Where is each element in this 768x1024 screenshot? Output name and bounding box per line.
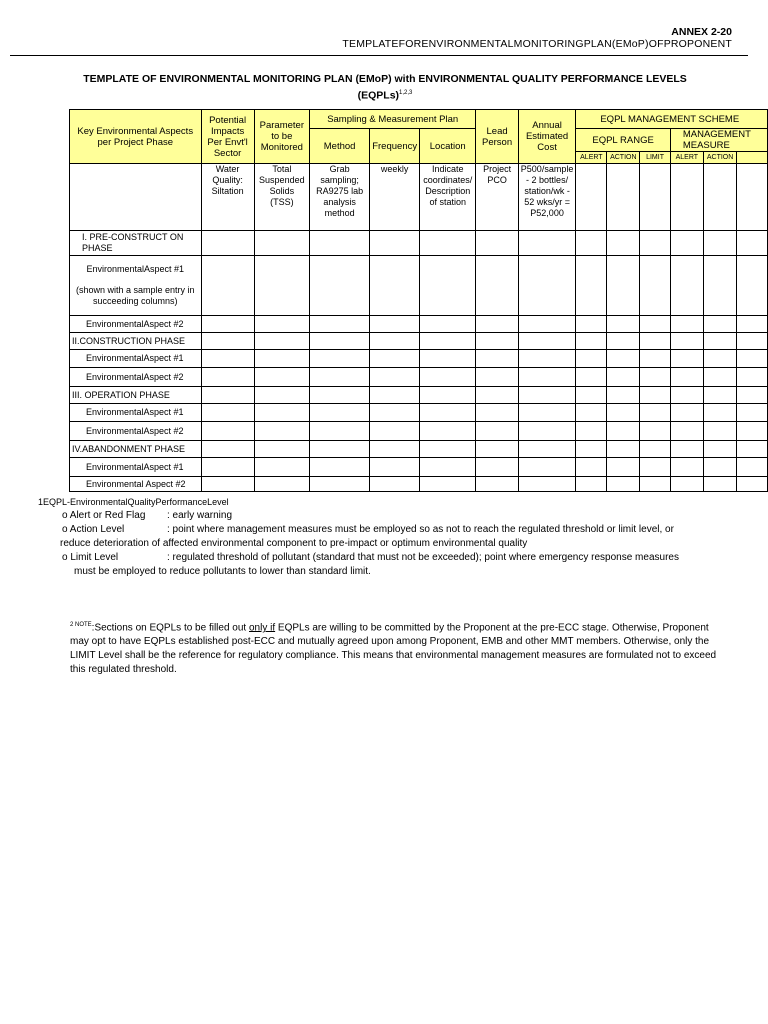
note-action-cont: reduce deterioration of affected environmental component to pre-impact or optimum environmental quality [60, 538, 528, 549]
header-parameter: Parameter to be Monitored [254, 110, 309, 164]
aspect-label: Environmental Aspect #2 [70, 477, 202, 492]
aspect-label: EnvironmentalAspect #1 [70, 458, 202, 477]
aspect-label: EnvironmentalAspect #2 [70, 422, 202, 441]
sample-lead: Project PCO [476, 164, 518, 231]
sample-impact: Water Quality: Siltation [201, 164, 254, 231]
document-subtitle: TEMPLATEFORENVIRONMENTALMONITORINGPLAN(EMoP)OFPROPONENT [342, 38, 732, 50]
table-row-sample [70, 164, 768, 231]
header-mgmt-extra [737, 152, 768, 164]
phase-label: I. PRE-CONSTRUCT ON PHASE [70, 231, 202, 256]
header-mgmt-alert: ALERT [670, 152, 703, 164]
title-footnote-ref: 1,2,3 [399, 90, 413, 96]
sample-cost: P500/sample - 2 bottles/ station/wk - 52 wks/yr = P52,000 [518, 164, 576, 231]
table-row [70, 422, 768, 441]
sample-method: Grab sampling; RA9275 lab analysis method [310, 164, 370, 231]
header-annual-cost: Annual Estimated Cost [518, 110, 576, 164]
sample-frequency: weekly [370, 164, 420, 231]
title-line1: TEMPLATE OF ENVIRONMENTAL MONITORING PLAN (EMoP) with ENVIRONMENTAL QUALITY PERFORMANCE LEVELS [83, 73, 687, 85]
note-alert-label: o Alert or Red Flag [62, 510, 146, 521]
table-row [70, 368, 768, 387]
table-row [70, 231, 768, 256]
header-eqpl-range: EQPL RANGE [576, 129, 671, 152]
header-divider [10, 55, 748, 56]
table-row [70, 458, 768, 477]
note-limit-cont: must be employed to reduce pollutants to lower than standard limit. [74, 566, 371, 577]
aspect-note: (shown with a sample entry in succeeding columns) [75, 285, 195, 306]
emop-table [69, 109, 768, 492]
note2-post: EQPLs are willing to be committed by the Proponent at the pre-ECC stage. Otherwise, Proponent may opt to have EQPLs established post-ECC and mutually agreed upon among Proponent, EMB and other MMT members. Otherwise, only the LIMIT Level shall be the reference for regulatory compliance. This means that environmental management measures are formulated not to exceed this regulated threshold. [70, 622, 717, 676]
header-frequency: Frequency [370, 129, 420, 164]
aspect-label: EnvironmentalAspect #1 [70, 350, 202, 368]
annex-number: ANNEX 2-20 [671, 26, 732, 38]
aspect-label: EnvironmentalAspect #2 [70, 368, 202, 387]
note-alert-text: : early warning [167, 510, 233, 521]
table-row [70, 256, 768, 316]
table-row [70, 333, 768, 350]
page-title [60, 72, 710, 103]
sample-location: Indicate coordinates/ Description of station [420, 164, 476, 231]
note-alert [38, 509, 748, 523]
phase-label: II.CONSTRUCTION PHASE [70, 333, 202, 350]
note-limit-label: o Limit Level [62, 552, 119, 563]
note-action [38, 523, 748, 537]
aspect-label: EnvironmentalAspect #2 [70, 316, 202, 333]
header-eqpl-scheme: EQPL MANAGEMENT SCHEME [576, 110, 768, 129]
footnotes [38, 495, 748, 579]
note-action-label: o Action Level [62, 524, 125, 535]
aspect-label: EnvironmentalAspect #1 [86, 264, 185, 274]
header-alert: ALERT [576, 152, 607, 164]
header-potential-impacts: Potential Impacts Per Envt'l Sector [201, 110, 254, 164]
sample-parameter: Total Suspended Solids (TSS) [254, 164, 309, 231]
note-action-text: : point where management measures must be employed so as not to reach the regulated threshold or limit level, or [167, 524, 674, 535]
note2-pre: :Sections on EQPLs to be filled out [91, 622, 249, 634]
table-row [70, 404, 768, 422]
note-limit-text: : regulated threshold of pollutant (standard that must not be exceeded); point where emergency response measures [167, 552, 679, 563]
header-limit: LIMIT [640, 152, 671, 164]
header-lead-person: Lead Person [476, 110, 518, 164]
footnote-2 [70, 618, 730, 677]
header-key-aspects: Key Environmental Aspects per Project Phase [70, 110, 202, 164]
header-location: Location [420, 129, 476, 164]
table-row [70, 316, 768, 333]
table-row [70, 350, 768, 368]
header-management-measure: MANAGEMENT MEASURE [670, 129, 767, 152]
table-row [70, 477, 768, 492]
header-action: ACTION [607, 152, 640, 164]
table-row [70, 441, 768, 458]
table-row [70, 387, 768, 404]
header-mgmt-action: ACTION [703, 152, 736, 164]
title-line2: (EQPLs) [357, 89, 400, 102]
phase-label: III. OPERATION PHASE [70, 387, 202, 404]
phase-label: IV.ABANDONMENT PHASE [70, 441, 202, 458]
header-method: Method [310, 129, 370, 164]
note2-marker: 2 NOTE [70, 622, 92, 628]
footnote-1: 1EQPL-EnvironmentalQualityPerformanceLevel [38, 497, 229, 507]
aspect-label: EnvironmentalAspect #1 [70, 404, 202, 422]
header-sampling-plan: Sampling & Measurement Plan [310, 110, 476, 129]
note-limit [38, 551, 748, 565]
note2-underline: only if [249, 622, 276, 634]
